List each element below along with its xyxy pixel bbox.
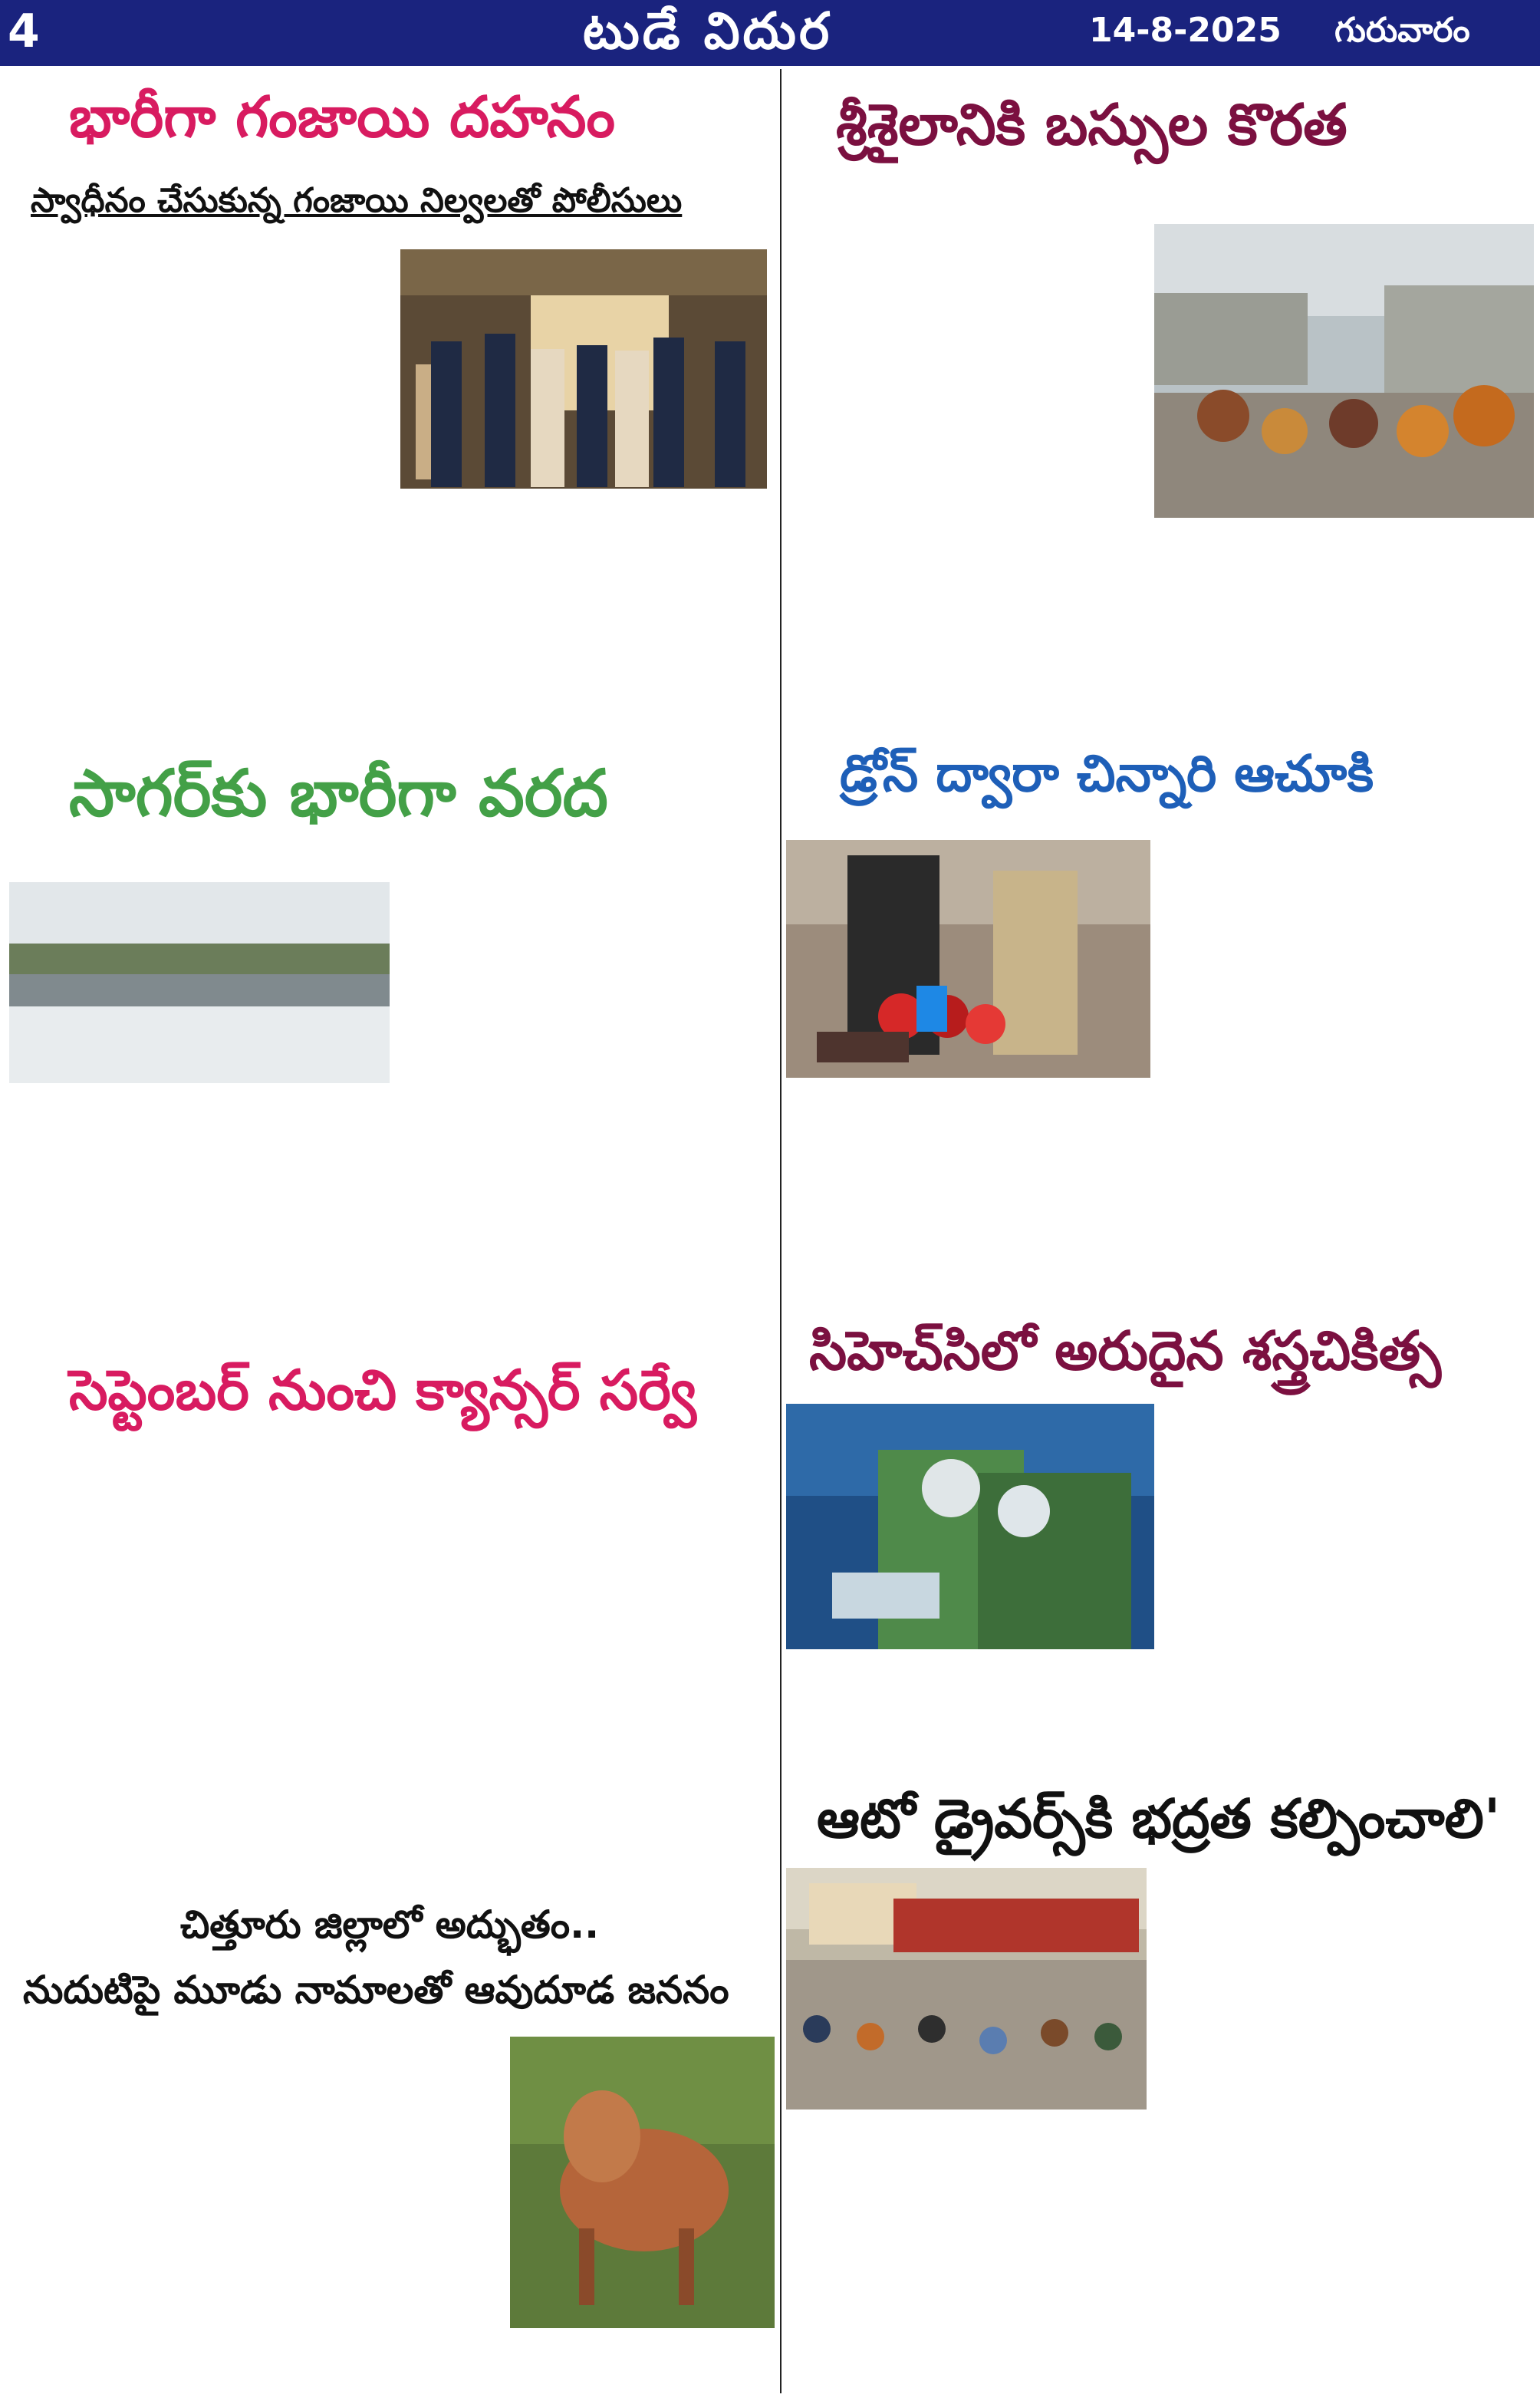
surgery-headline: సిహెచ్‌సిలో అరుదైన శస్త్రచికిత్స — [809, 1319, 1442, 1382]
ganja-body — [9, 249, 393, 740]
page-number: 4 — [8, 5, 40, 58]
ganja-photo — [400, 249, 767, 489]
drone-body — [786, 832, 1534, 1346]
auto-body — [786, 1864, 1534, 2393]
auto-headline: ఆటో డ్రైవర్స్‌కి భద్రత కల్పించాలి' — [817, 1787, 1501, 1850]
calf-body — [9, 2037, 776, 2393]
ganja-subheadline: స్వాధీనం చేసుకున్న గంజాయి నిల్వలతో పోలీసులు — [31, 181, 683, 220]
drone-headline: డ్రోన్ ద్వారా చిన్నారి ఆచూకి — [840, 744, 1374, 803]
cancer-body — [9, 1438, 776, 1891]
calf-headline-1: చిత్తూరు జిల్లాలో అద్భుతం.. — [180, 1902, 600, 1947]
srisailam-headline: శ్రీశైలానికి బస్సుల కొరత — [836, 92, 1348, 158]
sagar-headline: సాగర్‌కు భారీగా వరద — [69, 756, 608, 831]
sagar-body — [9, 882, 776, 1350]
column-divider — [780, 69, 782, 2393]
issue-date: 14-8-2025 — [1089, 11, 1282, 50]
surgery-body — [786, 1404, 1534, 1780]
issue-day: గురువారం — [1334, 11, 1470, 50]
paper-name: టుడే విదుర — [583, 2, 833, 61]
calf-headline-2: నుదుటిపై మూడు నామాలతో ఆవుదూడ జననం — [23, 1968, 729, 2012]
masthead-bar — [0, 0, 1540, 66]
cancer-headline: సెప్టెంబర్ నుంచి క్యాన్సర్ సర్వే — [69, 1358, 696, 1422]
srisailam-body — [790, 192, 1534, 729]
ganja-headline: భారీగా గంజాయి దహనం — [69, 84, 615, 150]
